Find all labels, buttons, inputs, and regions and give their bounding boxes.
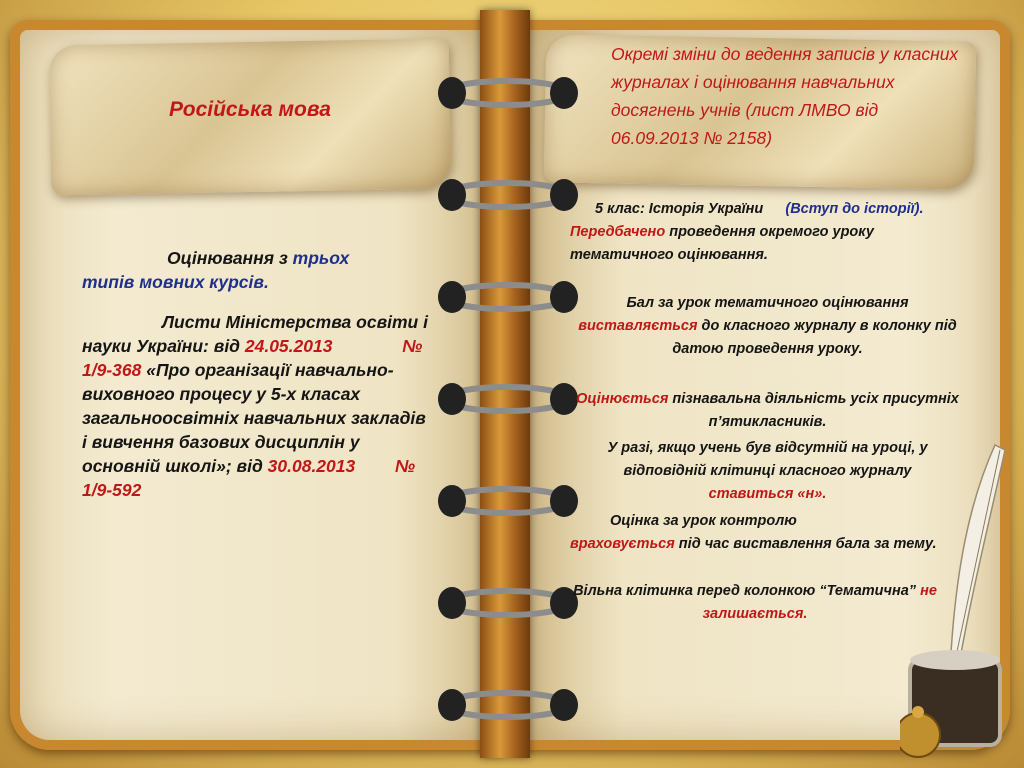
ring-4 <box>432 376 582 422</box>
left-paragraph-letters: Листи Міністерства освіти і науки України: від 24.05.2013 № 1/9-368 «Про організації навчально-виховного процесу у 5-х класах загальноосвітніх навчальних закладів і вивчення базових дисциплін у основній школі»; від 30.08.2013 № 1/9-592 <box>82 312 428 500</box>
left-page-title: Російська мова <box>169 98 331 121</box>
ring-5 <box>432 478 582 524</box>
right-page-title: Окремі зміни до ведення записів у класних журналах і оцінювання навчальних досягнень учнів (лист ЛМВО від 06.09.2013 № 2158) <box>611 44 959 148</box>
right-paragraph-empty-cell: Вільна клітинка перед колонкою “Тематична” не залишається. <box>573 583 937 622</box>
right-paragraph-thematic-grade: Бал за урок тематичного оцінювання виставляється до класного журналу в колонку під датою проведення уроку. <box>578 295 957 357</box>
right-paragraph-evaluated: Оцінюється пізнавальна діяльність усіх присутніх п’ятикласників. <box>576 391 959 430</box>
left-paragraph-assessment: Оцінювання з трьох типів мовних курсів. <box>82 248 350 292</box>
ring-6 <box>432 580 582 626</box>
ring-2 <box>432 172 582 218</box>
right-paragraph-absent: У разі, якщо учень був відсутній на уроці, у відповідній клітинці класного журналу ставиться «н». <box>607 440 928 502</box>
right-paragraph-history: 5 клас: Історія України (Вступ до історії). Передбачено проведення окремого уроку тематичного оцінювання. <box>570 201 924 263</box>
ring-3 <box>432 274 582 320</box>
ring-1 <box>432 70 582 116</box>
right-paragraph-control: Оцінка за урок контролю враховується під час виставлення бала за тему. <box>570 513 937 552</box>
ring-7 <box>432 682 582 728</box>
